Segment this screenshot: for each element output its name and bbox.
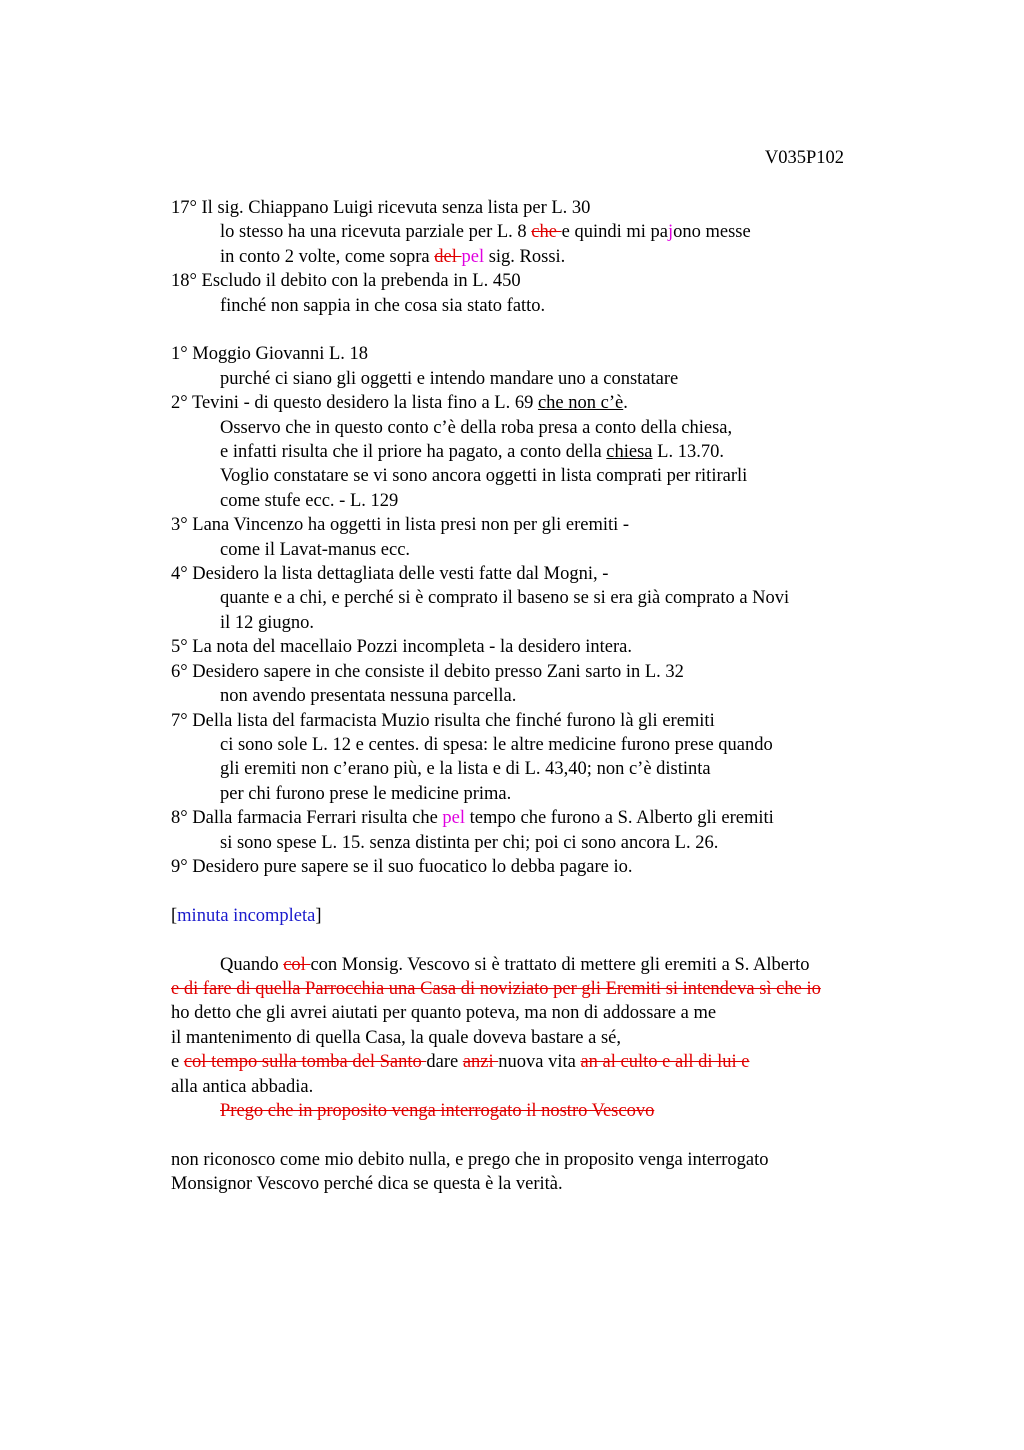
item-2-line-4: Voglio constatare se vi sono ancora oggetti in lista comprati per ritirarli — [220, 466, 748, 487]
draft-line-7 — [171, 1099, 891, 1123]
blank-line — [171, 879, 891, 903]
item-17-line-3: in conto 2 volte, come sopra del pel sig. Rossi. — [220, 246, 566, 267]
item-4: 4° Desidero la lista dettagliata delle vesti fatte dal Mogni, - — [171, 564, 609, 585]
blank-line — [171, 1123, 891, 1147]
item-2: 2° Tevini - di questo desidero la lista fino a L. 69 che non c’è. — [171, 393, 628, 414]
item-7-line-4: per chi furono prese le medicine prima. — [220, 783, 512, 804]
inserted-text: j — [667, 222, 674, 243]
item-17: 17° Il sig. Chiappano Luigi ricevuta senza lista per L. 30 — [171, 198, 591, 218]
item-5: 5° La nota del macellaio Pozzi incompleta - la desidero intera. — [171, 637, 632, 658]
draft-line-6: alla antica abbadia. — [171, 1076, 314, 1097]
deleted-text: e di fare di quella Parrocchia una Casa di noviziato per gli Eremiti si intendeva sì che io — [171, 978, 821, 999]
draft-line-1: Quando col con Monsig. Vescovo si è trattato di mettere gli eremiti a S. Alberto — [220, 954, 810, 975]
item-7-line-3: gli eremiti non c’erano più, e la lista e di L. 43,40; non c’è distinta — [220, 759, 711, 780]
item-7-line-2: ci sono sole L. 12 e centes. di spesa: le altre medicine furono prese quando — [220, 734, 773, 755]
underlined-text: che non c’è — [537, 393, 624, 414]
inserted-text: pel — [461, 246, 485, 267]
blank-line — [171, 318, 891, 342]
item-3: 3° Lana Vincenzo ha oggetti in lista presi non per gli eremiti - — [171, 515, 630, 536]
underlined-text: chiesa — [606, 442, 653, 463]
draft-line-3: ho detto che gli avrei aiutati per quanto poteva, ma non di addossare a me — [171, 1003, 717, 1024]
item-8-line-2: si sono spese L. 15. senza distinta per chi; poi ci sono ancora L. 26. — [220, 832, 719, 853]
item-17-line-2: lo stesso ha una ricevuta parziale per L. 8 che e quindi mi pajono messe — [220, 222, 751, 243]
draft-line-4: il mantenimento di quella Casa, la quale doveva bastare a sé, — [171, 1027, 622, 1048]
item-2-line-5: come stufe ecc. - L. 129 — [220, 490, 399, 511]
deleted-text: anzi — [462, 1052, 499, 1073]
deleted-text: an al culto e all di lui e — [580, 1052, 750, 1073]
closing-line-2: Monsignor Vescovo perché dica se questa è la verità. — [171, 1174, 563, 1195]
item-7: 7° Della lista del farmacista Muzio risulta che finché furono là gli eremiti — [171, 710, 715, 731]
item-2-line-2: Osservo che in questo conto c’è della roba presa a conto della chiesa, — [220, 417, 733, 438]
item-6-line-2: non avendo presentata nessuna parcella. — [220, 686, 517, 707]
deleted-text: col tempo sulla tomba del Santo — [183, 1052, 427, 1073]
item-9: 9° Desidero pure sapere se il suo fuocatico lo debba pagare io. — [171, 856, 633, 877]
item-18: 18° Escludo il debito con la prebenda in L. 450 — [171, 271, 521, 292]
item-4-line-2: quante e a chi, e perché si è comprato il baseno se si era già comprato a Novi — [220, 588, 790, 609]
editorial-note-text: minuta incompleta — [177, 905, 316, 926]
page-reference: V035P102 — [764, 148, 844, 168]
deleted-text: che — [531, 222, 562, 243]
draft-line-5: e col tempo sulla tomba del Santo dare anzi nuova vita an al culto e all di lui e — [171, 1052, 750, 1073]
closing-line-1: non riconosco come mio debito nulla, e prego che in proposito venga interrogato — [171, 1149, 769, 1170]
item-3-line-2: come il Lavat-manus ecc. — [220, 539, 411, 560]
item-4-line-3: il 12 giugno. — [220, 612, 315, 633]
document-body — [171, 196, 891, 1197]
draft-line-2 — [171, 977, 891, 1001]
inserted-text: pel — [442, 808, 466, 829]
item-18-line-2: finché non sappia in che cosa sia stato fatto. — [220, 295, 546, 316]
blank-line — [171, 928, 891, 952]
deleted-text: col — [283, 954, 311, 975]
item-6: 6° Desidero sapere in che consiste il debito presso Zani sarto in L. 32 — [171, 661, 684, 682]
editorial-note: [minuta incompleta] — [171, 905, 322, 926]
item-1: 1° Moggio Giovanni L. 18 — [171, 344, 369, 365]
deleted-text: Prego che in proposito venga interrogato il nostro Vescovo — [220, 1100, 655, 1121]
item-2-line-3: e infatti risulta che il priore ha pagato, a conto della chiesa L. 13.70. — [220, 442, 724, 463]
item-1-line-2: purché ci siano gli oggetti e intendo mandare uno a constatare — [220, 368, 679, 389]
item-8: 8° Dalla farmacia Ferrari risulta che pel tempo che furono a S. Alberto gli eremiti — [171, 808, 774, 829]
deleted-text: del — [434, 246, 462, 267]
